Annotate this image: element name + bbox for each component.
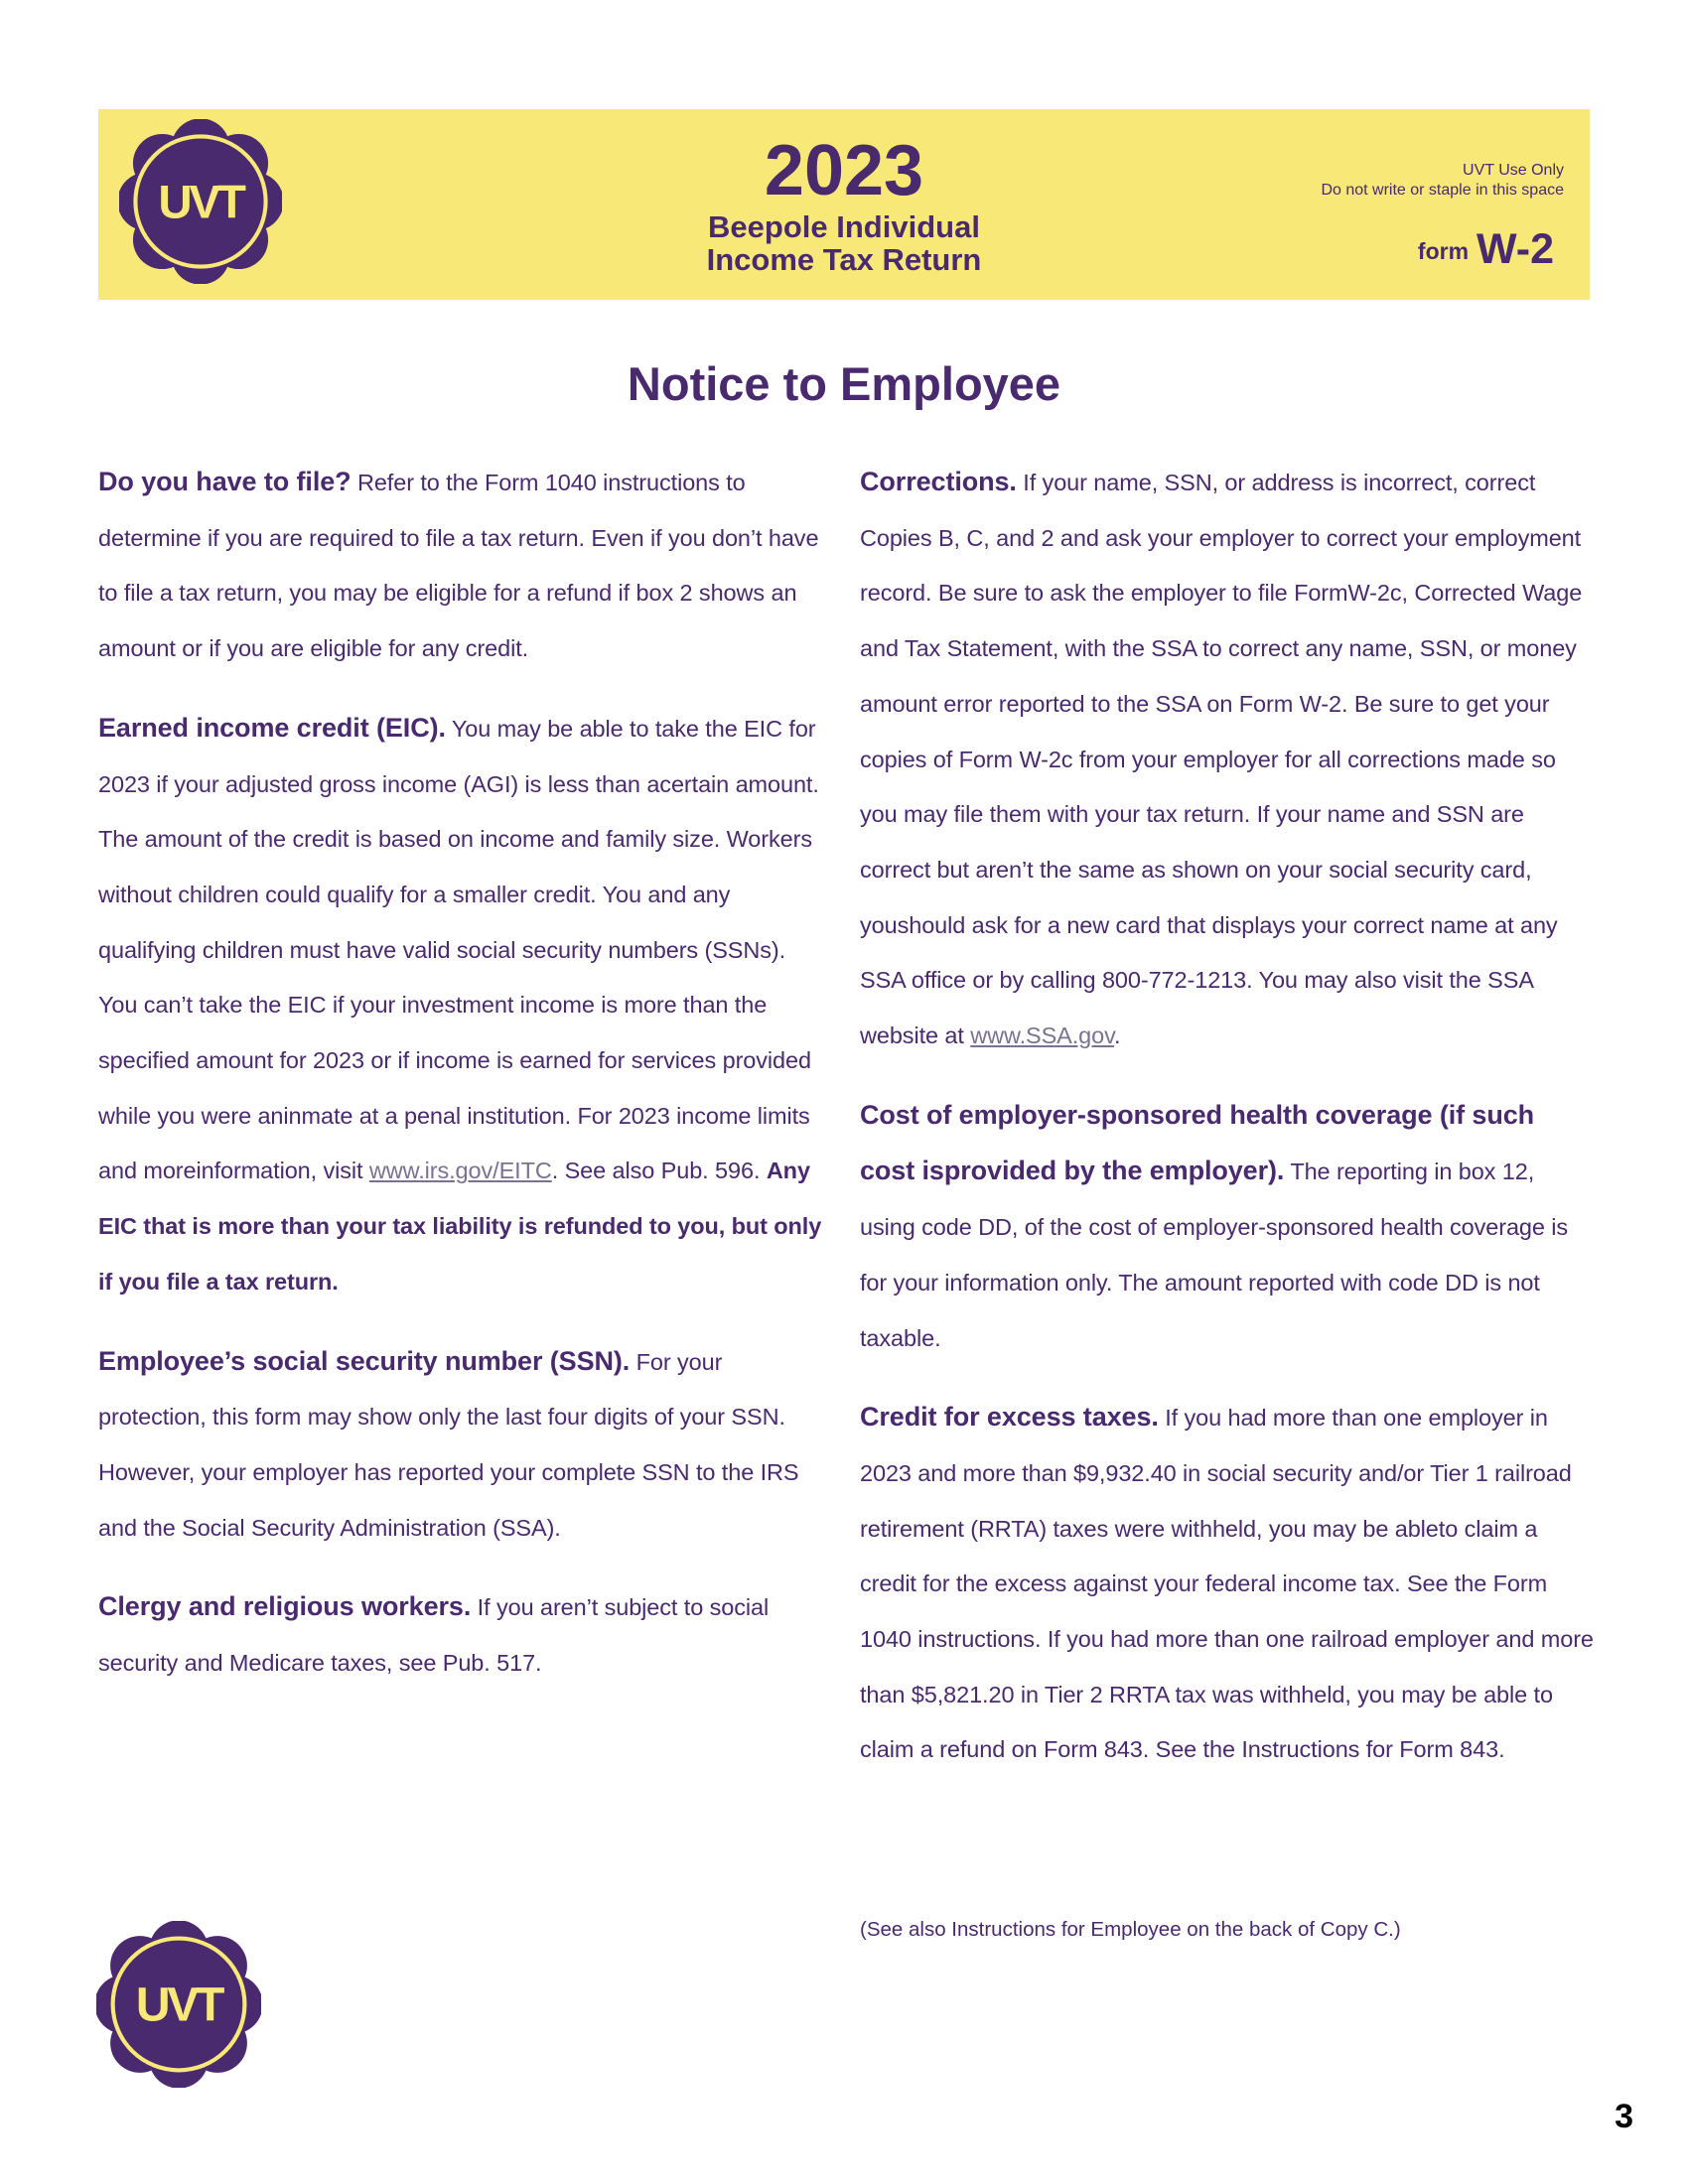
left-column [98,455,827,1715]
form-subtitle-line1: Beepole Individual [708,209,980,244]
section-body: If you had more than one employer in 2023 and more than $9,932.40 in social security and/or Tier 1 railroad retirement (RRTA) taxes were withheld, you may be ableto claim a credit for the excess against your federal income tax. See the Form 1040 instructions. If you had more than one railroad employer and more than $5,821.20 in Tier 2 RRTA tax was withheld, you may be able to claim a refund on Form 843. See the Instructions for Form 843. [860,1405,1594,1763]
section-body: If you aren’t subject to social security and Medicare taxes, see Pub. 517. [98,1594,770,1677]
tax-year: 2023 [764,131,924,210]
section-body: If your name, SSN, or address is incorrect, correct Copies B, C, and 2 and ask your employer to correct your employment record. Be sure to ask the employer to file FormW-2c, Corrected Wage and Tax Statement, with the SSA to correct any name, SSN, or money amount error reported to the SSA on Form W-2. Be sure to get your copies of Form W-2c from your employer for all corrections made so you may file them with your tax return. If your name and SSN are correct but aren’t the same as shown on your social security card, youshould ask for a new card that displays your correct name at any SSA office or by calling 800-772-1213. You may also visit the SSA website at [860,470,1583,1049]
section-heading: Cost of employer-sponsored health coverage (if such cost isprovided by the employer). [860,1099,1535,1186]
logo-text: UVT [158,176,243,229]
irs-eitc-link[interactable]: www.irs.gov/EITC [368,1158,552,1184]
section-heading: Earned income credit (EIC). [98,712,446,743]
section-corrections [860,455,1595,1064]
page-title: Notice to Employee [627,357,1061,410]
section-health-coverage [860,1088,1595,1367]
section-body-after-link: . See also Pub. 596. [551,1158,767,1184]
section-ssn [98,1334,827,1557]
section-clergy [98,1579,827,1691]
section-heading: Corrections. [860,467,1017,496]
section-body: For your protection, this form may show only the last four digits of your SSN. However, your employer has reported your complete SSN to the IRS and the Social Security Administration (SSA). [98,1348,799,1541]
section-eic [98,701,827,1310]
see-also-note: (See also Instructions for Employee on the back of Copy C.) [860,1918,1401,1941]
section-body-after-link: . [1114,1023,1121,1049]
form-subtitle-line2: Income Tax Return [706,242,982,277]
form-prefix: form [1417,238,1470,264]
right-column [860,455,1595,1802]
section-body: The reporting in box 12, using code DD, of the cost of employer-sponsored health coverage is for your information only. The amount reported with code DD is not taxable. [860,1159,1569,1351]
section-bold-tail: Any EIC that is more than your tax liability is refunded to you, but only if you file a tax return. [98,1158,822,1295]
section-file-requirement [98,455,827,677]
section-excess-taxes [860,1390,1595,1778]
section-body: You may be able to take the EIC for 2023 if your adjusted gross income (AGI) is less than acertain amount. The amount of the credit is based on income and family size. Workers without children could qualify for a smaller credit. You and any qualifying children must have valid social security numbers (SSNs). You can’t take the EIC if your investment income is more than the specified amount for 2023 or if income is earned for services provided while you were aninmate at a penal institution. For 2023 income limits and moreinformation, visit [98,715,819,1184]
form-id [1417,225,1554,273]
uvt-footer-logo-icon [96,1921,261,2088]
use-only-note: Do not write or staple in this space [1321,182,1564,199]
use-only-label: UVT Use Only [1463,162,1564,179]
ssa-link[interactable]: www.SSA.gov [970,1023,1114,1049]
uvt-logo-icon [119,119,282,284]
form-name: W-2 [1477,225,1554,273]
section-body: Refer to the Form 1040 instructions to determine if you are required to file a tax return. Even if you don’t have to file a tax return, you may be eligible for a refund if box 2 shows an amount or if you are eligible for any credit. [98,470,819,662]
section-heading: Employee’s social security number (SSN). [98,1345,631,1376]
section-heading: Do you have to file? [98,467,352,496]
footer-logo-text: UVT [135,1978,222,2032]
page-number: 3 [1615,2098,1633,2135]
section-heading: Clergy and religious workers. [98,1591,472,1622]
section-heading: Credit for excess taxes. [860,1402,1159,1433]
